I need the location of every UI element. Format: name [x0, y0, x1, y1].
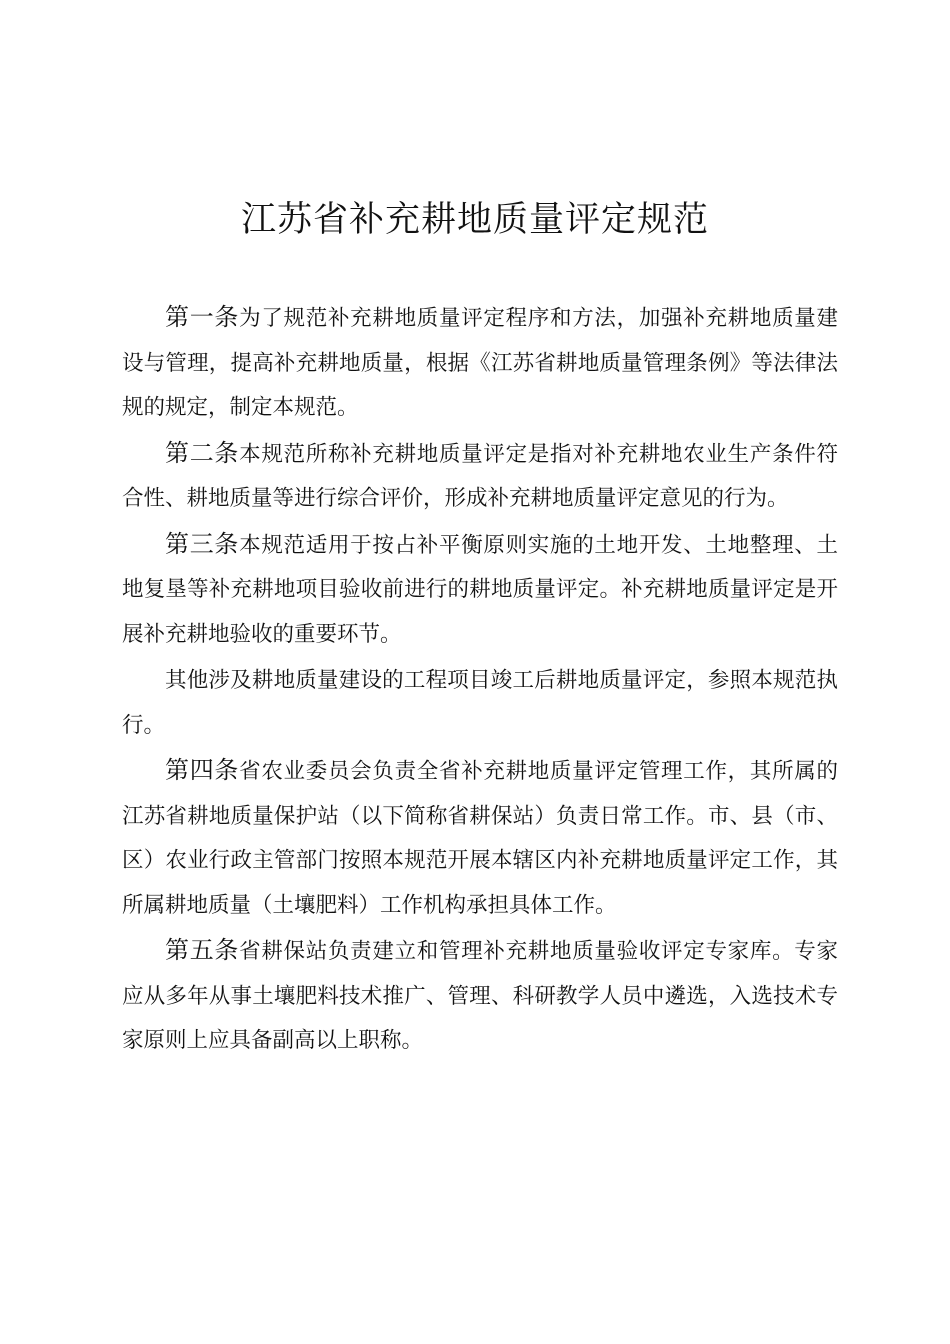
article-number: 第四条	[165, 756, 240, 784]
article-5-paragraph	[122, 928, 838, 1064]
article-text: 其他涉及耕地质量建设的工程项目竣工后耕地质量评定，参照本规范执行。	[122, 668, 838, 738]
article-text: 省农业委员会负责全省补充耕地质量评定管理工作，其所属的江苏省耕地质量保护站（以下简称省耕保站）负责日常工作。市、县（市、区）农业行政主管部门按照本规范开展本辖区内补充耕地质量评定工作，其所属耕地质量（土壤肥料）工作机构承担具体工作。	[122, 759, 838, 918]
article-text: 为了规范补充耕地质量评定程序和方法，加强补充耕地质量建设与管理，提高补充耕地质量，根据《江苏省耕地质量管理条例》等法律法规的规定，制定本规范。	[122, 306, 838, 420]
article-2-paragraph	[122, 431, 838, 522]
article-text: 本规范适用于按占补平衡原则实施的土地开发、土地整理、土地复垦等补充耕地项目验收前进行的耕地质量评定。补充耕地质量评定是开展补充耕地验收的重要环节。	[122, 532, 838, 647]
article-number: 第五条	[165, 936, 240, 964]
document-title: 江苏省补充耕地质量评定规范	[240, 200, 709, 240]
article-1-paragraph	[122, 295, 838, 431]
article-number: 第二条	[165, 438, 240, 467]
article-3-paragraph	[122, 522, 838, 658]
article-number: 第一条	[165, 303, 240, 331]
document-body	[122, 295, 838, 1064]
article-number: 第三条	[165, 529, 240, 558]
article-text: 省耕保站负责建立和管理补充耕地质量验收评定专家库。专家应从多年从事土壤肥料技术推广、管理、科研教学人员中遴选，入选技术专家原则上应具备副高以上职称。	[122, 939, 838, 1053]
article-text: 本规范所称补充耕地质量评定是指对补充耕地农业生产条件符合性、耕地质量等进行综合评价，形成补充耕地质量评定意见的行为。	[122, 441, 838, 511]
article-4-paragraph	[122, 748, 838, 928]
article-3-supplement-paragraph	[122, 657, 838, 748]
